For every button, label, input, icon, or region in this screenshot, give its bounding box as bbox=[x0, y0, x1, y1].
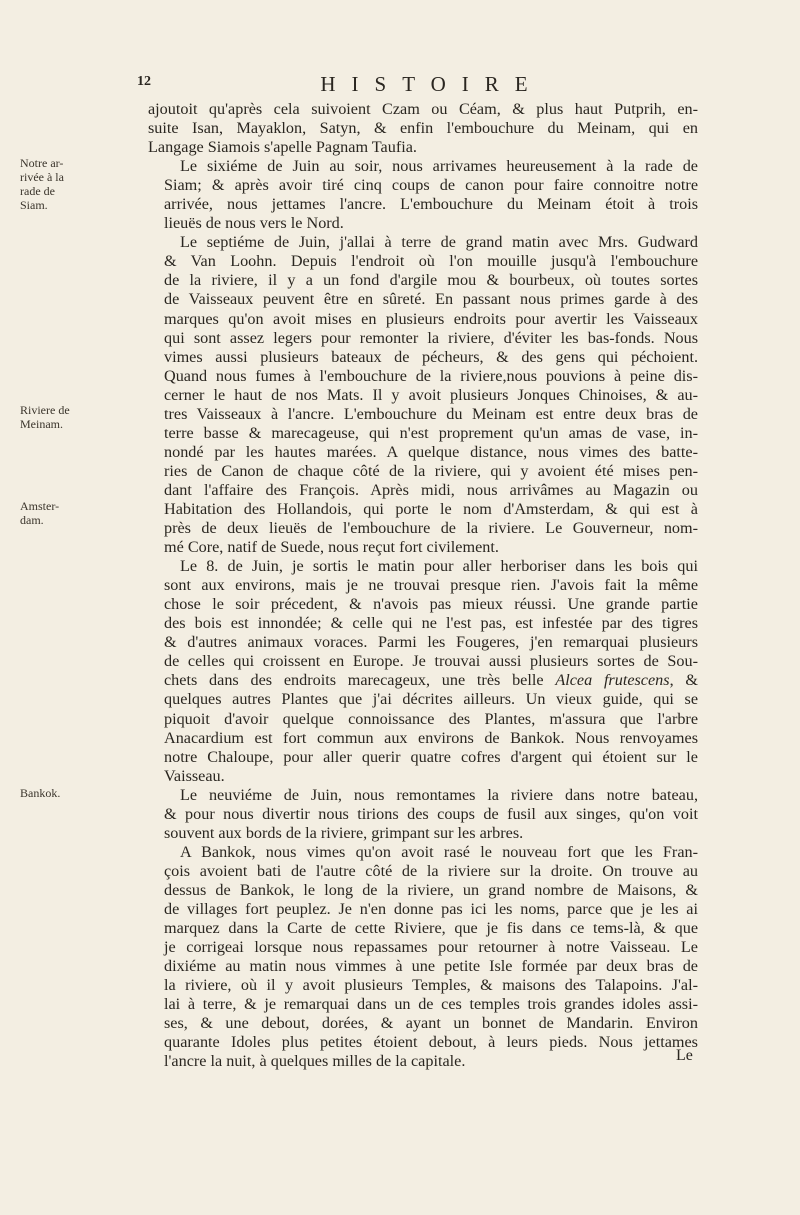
text-line: ses, & une debout, dorées, & ayant un bonnet de Mandarin. Environ bbox=[164, 1014, 698, 1033]
text-line: quarante Idoles plus petites étoient debout, à leurs pieds. Nous jettames bbox=[164, 1033, 698, 1052]
text-line: piquoit d'avoir quelque connoissance des Plantes, m'assura que l'arbre bbox=[164, 709, 698, 728]
text-line: je corrigeai lorsque nous repassames pour retourner à notre Vaisseau. Le bbox=[164, 938, 698, 957]
text-line: lieuës de nous vers le Nord. bbox=[164, 214, 344, 233]
text-line: de Vaisseaux peuvent être en sûreté. En passant nous primes garde à des bbox=[164, 290, 698, 309]
margin-note-arrivee bbox=[20, 156, 90, 212]
text-line: mé Core, natif de Suede, nous reçut fort civilement. bbox=[164, 538, 499, 557]
text-line: la riviere, où il y avoit plusieurs Temples, & maisons des Talapoins. J'al- bbox=[164, 976, 698, 995]
margin-note-line: Riviere de bbox=[20, 403, 70, 417]
page-header bbox=[137, 72, 697, 102]
text-line: terre basse & marecageuse, qui n'est proprement qu'un amas de vase, in- bbox=[164, 423, 698, 442]
text-line: quelques autres Plantes que j'ai décrites ailleurs. Un vieux guide, qui se bbox=[164, 690, 698, 709]
text-line: des bois est innondée; & celle qui ne l'est pas, est infestée par des tigres bbox=[164, 614, 698, 633]
text-line: qui sont assez legers pour remonter la riviere, d'éviter les bas-fonds. Nous bbox=[164, 328, 698, 347]
margin-note-line: rivée à la bbox=[20, 170, 64, 184]
text-line: Le neuviéme de Juin, nous remontames la riviere dans notre bateau, bbox=[180, 785, 698, 804]
text-line: ries de Canon de chaque côté de la riviere, qui y avoient été mises pen- bbox=[164, 461, 698, 480]
margin-note-line: dam. bbox=[20, 513, 44, 527]
text-line: lai à terre, & je remarquai dans un de ces temples trois grandes idoles assi- bbox=[164, 995, 698, 1014]
text-line: souvent aux bords de la riviere, grimpant sur les arbres. bbox=[164, 823, 524, 842]
text-line: dessus de Bankok, le long de la riviere, un grand nombre de Maisons, & bbox=[164, 880, 698, 899]
text-line: Quand nous fumes à l'embouchure de la riviere,nous pouvions à peine dis- bbox=[164, 366, 698, 385]
text-line: chets dans des endroits marecageux, une très belle Alcea frutescens, & bbox=[164, 671, 698, 690]
text-line: nondé par les hautes marées. A quelque distance, nous vimes des batte- bbox=[164, 442, 698, 461]
text-line: sont aux environs, mais je ne trouvai presque rien. J'avois fait la même bbox=[164, 576, 698, 595]
text-line: de celles qui croissent en Europe. Je trouvai aussi plusieurs sortes de Sou- bbox=[164, 652, 698, 671]
text-line: dant l'affaire des François. Après midi, nous arrivâmes au Magazin ou bbox=[164, 480, 698, 499]
margin-note-line: Siam. bbox=[20, 198, 48, 212]
text-line: & Van Loohn. Depuis l'endroit où l'on mouille jusqu'à l'embouchure bbox=[164, 252, 698, 271]
text-line: près de deux lieuës de l'embouchure de la riviere. Le Gouverneur, nom- bbox=[164, 519, 698, 538]
text-line: Siam; & après avoir tiré cinq coups de canon pour faire connoitre notre bbox=[164, 176, 698, 195]
margin-note-line: Meinam. bbox=[20, 417, 63, 431]
paragraph bbox=[148, 157, 698, 233]
text-line: Le sixiéme de Juin au soir, nous arrivames heureusement à la rade de bbox=[180, 157, 698, 176]
text-line: ajoutoit qu'après cela suivoient Czam ou Céam, & plus haut Putprih, en- bbox=[148, 100, 698, 118]
text-line: l'ancre la nuit, à quelques milles de la capitale. bbox=[164, 1052, 466, 1071]
text-line: suite Isan, Mayaklon, Satyn, & enfin l'embouchure du Meinam, qui en bbox=[148, 119, 698, 138]
paragraph bbox=[148, 100, 698, 157]
text-line: Le 8. de Juin, je sortis le matin pour aller herboriser dans les bois qui bbox=[180, 557, 698, 576]
paragraph bbox=[148, 557, 698, 786]
text-line: marques qu'on avoit mises en plusieurs endroits pour avertir les Vaisseaux bbox=[164, 309, 698, 328]
text-line: Le septiéme de Juin, j'allai à terre de grand matin avec Mrs. Gudward bbox=[180, 233, 698, 252]
text-line: de villages fort peuplez. Je n'en donne pas ici les noms, parce que je les ai bbox=[164, 899, 698, 918]
paragraph bbox=[148, 786, 698, 843]
text-line: vimes aussi plusieurs bateaux de pécheurs, & des gens qui péchoient. bbox=[164, 347, 698, 366]
margin-note-line: rade de bbox=[20, 184, 55, 198]
text-line: chose le soir précedent, & n'avois pas mieux réussi. Une grande partie bbox=[164, 595, 698, 614]
text-line: & pour nous divertir nous tirions des coups de fusil aux singes, qu'on voit bbox=[164, 804, 698, 823]
text-line: Habitation des Hollandois, qui porte le nom d'Amsterdam, & qui est à bbox=[164, 499, 698, 518]
text-line: Vaisseau. bbox=[164, 766, 225, 785]
text-line: dixiéme au matin nous vimmes à une petite Isle formée par deux bras de bbox=[164, 957, 698, 976]
margin-note-line: Amster- bbox=[20, 499, 60, 513]
margin-note-line: Bankok. bbox=[20, 786, 61, 800]
text-line: tres Vaisseaux à l'ancre. L'embouchure du Meinam est entre deux bras de bbox=[164, 404, 698, 423]
running-title: HISTOIRE bbox=[320, 72, 544, 96]
margin-note-bankok bbox=[20, 786, 90, 800]
text-line: Langage Siamois s'apelle Pagnam Taufia. bbox=[148, 138, 417, 157]
text-line: arrivée, nous jettames l'ancre. L'embouchure du Meinam étoit à trois bbox=[164, 195, 698, 214]
paragraph bbox=[148, 233, 698, 557]
italic-plant-name: Alcea frutescens bbox=[555, 671, 670, 690]
page-number: 12 bbox=[137, 74, 151, 89]
margin-note-line: Notre ar- bbox=[20, 156, 64, 170]
text-line: cerner le haut de nos Mats. Il y avoit plusieurs Jonques Chinoises, & au- bbox=[164, 385, 698, 404]
body-text bbox=[148, 100, 698, 1071]
text-line: notre Chaloupe, pour aller querir quatre cofres d'argent qui étoient sur le bbox=[164, 747, 698, 766]
margin-note-riviere-meinam bbox=[20, 403, 90, 431]
margin-note-amsterdam bbox=[20, 499, 90, 527]
text-line: Anacardium est fort commun aux environs de Bankok. Nous renvoyames bbox=[164, 728, 698, 747]
text-line: A Bankok, nous vimes qu'on avoit rasé le nouveau fort que les Fran- bbox=[180, 842, 698, 861]
catchword: Le bbox=[676, 1047, 693, 1064]
text-line: & d'autres animaux voraces. Parmi les Fougeres, j'en remarquai plusieurs bbox=[164, 633, 698, 652]
text-line: de la riviere, il y a un fond d'argile mou & bourbeux, où toutes sortes bbox=[164, 271, 698, 290]
paragraph bbox=[148, 843, 698, 1072]
text-line: çois avoient bati de l'autre côté de la riviere sur la droite. On trouve au bbox=[164, 861, 698, 880]
text-line: marquez dans la Carte de cette Riviere, que je fis dans ce tems-là, & que bbox=[164, 919, 698, 938]
